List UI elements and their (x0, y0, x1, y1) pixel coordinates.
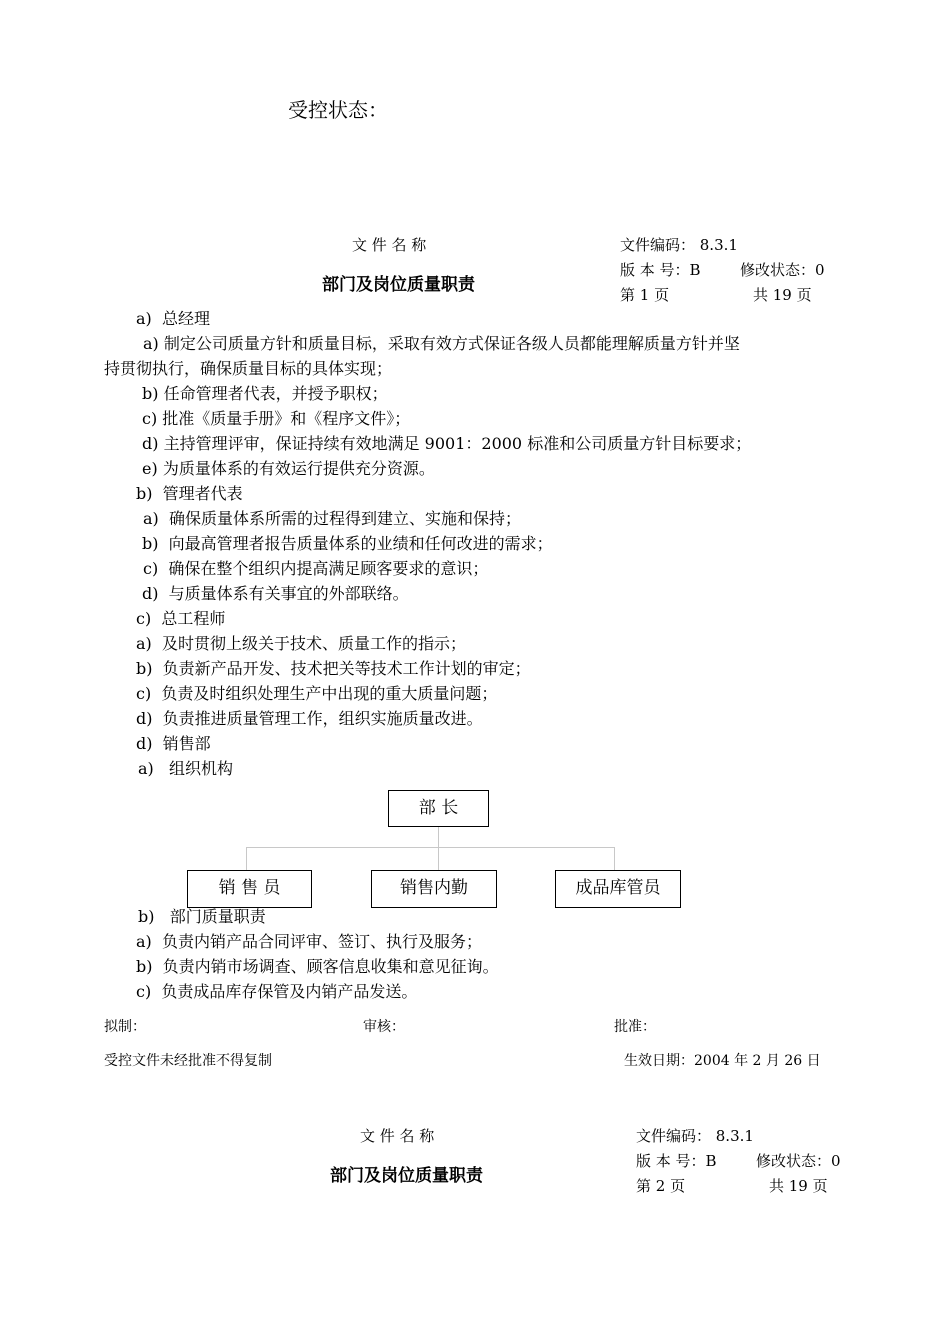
doc-title: 部门及岗位质量职责 (322, 275, 475, 295)
list-item: b) 负责新产品开发、技术把关等技术工作计划的审定； (136, 659, 531, 678)
list-item: d) 主持管理评审，保证持续有效地满足 9001：2000 标准和公司质量方针目标要求； (142, 434, 752, 453)
org-connector-horizontal (246, 847, 615, 848)
doc-revision: 修改状态：0 (740, 261, 825, 279)
doc-revision: 修改状态：0 (756, 1152, 841, 1170)
org-connector-left (246, 847, 247, 871)
list-item: a) 及时贯彻上级关于技术、质量工作的指示； (136, 634, 466, 653)
org-connector-right (614, 847, 615, 871)
list-item: e) 为质量体系的有效运行提供充分资源。 (142, 459, 435, 478)
list-item: d) 负责推进质量管理工作，组织实施质量改进。 (136, 709, 483, 728)
approved-by: 批准： (614, 1019, 656, 1035)
list-item: a) 负责内销产品合同评审、签订、执行及服务； (136, 932, 482, 951)
list-item: c) 负责及时组织处理生产中出现的重大质量问题； (136, 684, 498, 703)
section-heading: d) 销售部 (136, 734, 211, 753)
doc-title: 部门及岗位质量职责 (330, 1166, 483, 1186)
doc-code: 文件编码： 8.3.1 (620, 236, 738, 254)
list-item: c) 负责成品库存保管及内销产品发送。 (136, 982, 418, 1001)
total-pages: 共 19 页 (753, 286, 812, 304)
section-heading: c) 总工程师 (136, 609, 226, 628)
page-number: 第 2 页 (636, 1177, 686, 1195)
list-item: d) 与质量体系有关事宜的外部联络。 (142, 584, 409, 603)
total-pages: 共 19 页 (769, 1177, 828, 1195)
list-item: a) 确保质量体系所需的过程得到建立、实施和保持； (143, 509, 521, 528)
list-item: c) 批准《质量手册》和《程序文件》； (142, 409, 411, 428)
org-box-director: 部 长 (388, 790, 489, 827)
list-item: b) 任命管理者代表，并授予职权； (142, 384, 388, 403)
org-box-sales-clerk: 销售内勤 (371, 870, 497, 908)
section-heading: b) 部门质量职责 (138, 907, 266, 926)
list-item: b) 向最高管理者报告质量体系的业绩和任何改进的需求； (142, 534, 553, 553)
doc-version: 版 本 号：B (636, 1152, 717, 1170)
effective-date: 生效日期：2004 年 2 月 26 日 (624, 1053, 821, 1069)
copy-notice: 受控文件未经批准不得复制 (104, 1053, 272, 1069)
doc-code: 文件编码： 8.3.1 (636, 1127, 754, 1145)
section-heading: a) 总经理 (136, 309, 210, 328)
list-item: a) 组织机构 (138, 759, 234, 778)
list-item-continuation: 持贯彻执行，确保质量目标的具体实现； (104, 359, 393, 378)
doc-name-label: 文 件 名 称 (360, 1127, 435, 1145)
org-box-warehouse-keeper: 成品库管员 (555, 870, 681, 908)
doc-name-label: 文 件 名 称 (352, 236, 427, 254)
list-item: c) 确保在整个组织内提高满足顾客要求的意识； (143, 559, 489, 578)
org-box-salesperson: 销 售 员 (187, 870, 312, 908)
reviewed-by: 审核： (363, 1019, 405, 1035)
drafted-by: 拟制： (104, 1019, 146, 1035)
doc-version: 版 本 号：B (620, 261, 701, 279)
page-number: 第 1 页 (620, 286, 670, 304)
list-item: b) 负责内销市场调查、顾客信息收集和意见征询。 (136, 957, 499, 976)
list-item: a) 制定公司质量方针和质量目标，采取有效方式保证各级人员都能理解质量方针并坚 (143, 334, 740, 353)
control-status: 受控状态： (288, 98, 388, 122)
section-heading: b) 管理者代表 (136, 484, 243, 503)
